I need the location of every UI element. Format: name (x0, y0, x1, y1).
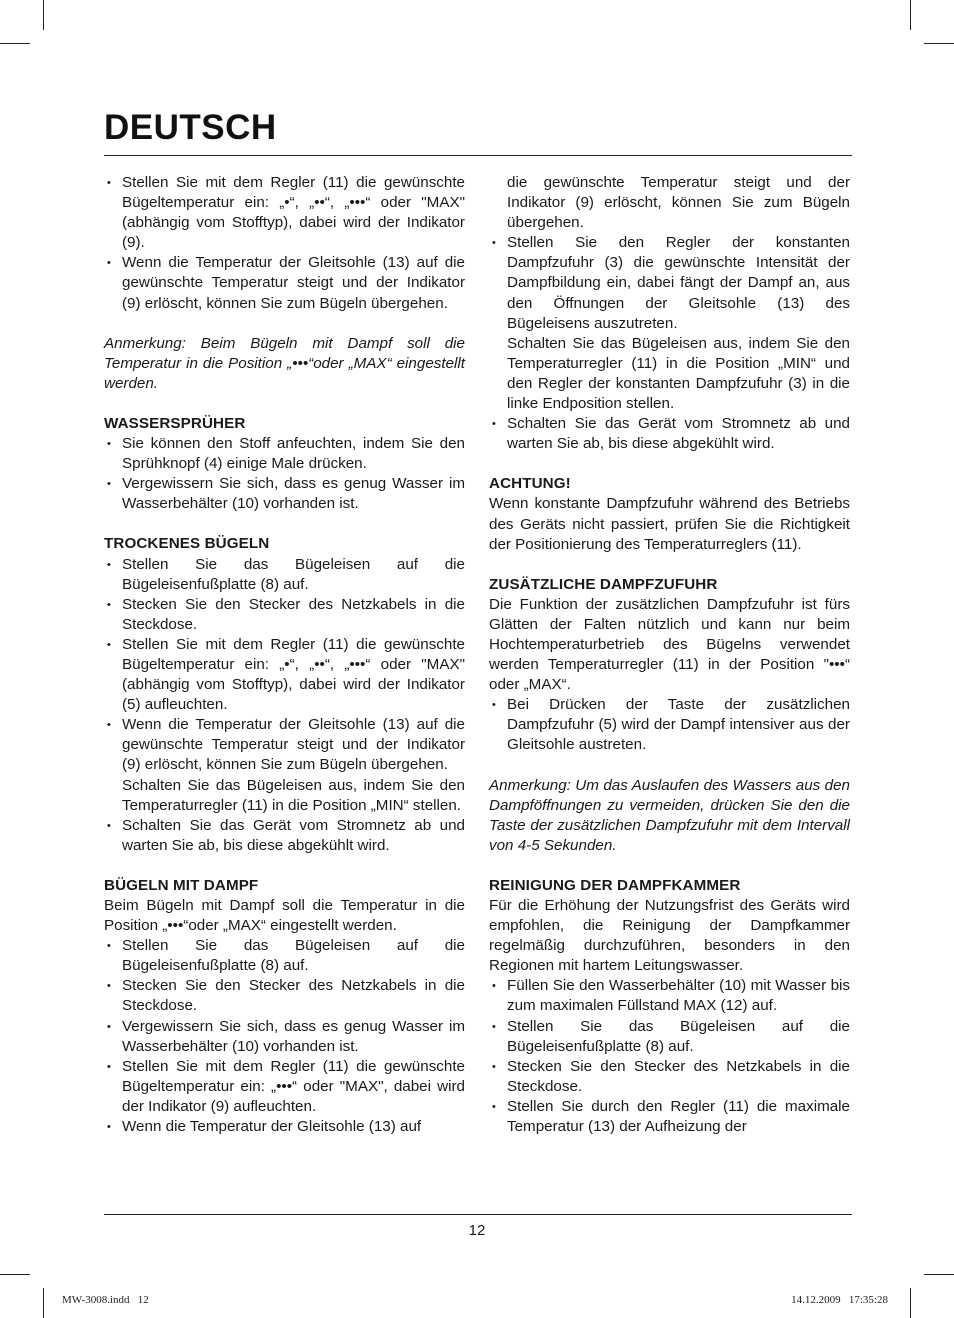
paragraph: Die Funktion der zusätzlichen Dampfzufuhr ist fürs Glätten der Falten nützlich und kann nur beim Hochtemperaturbetrieb des Bügelns verwendet werden Temperaturregler (11) in der Position "•••“ oder „MAX“. (489, 595, 850, 694)
note: Anmerkung: Um das Auslaufen des Wassers aus den Dampföffnungen zu vermeiden, drücken Sie den die Taste der zusätzlichen Dampfzufuhr mit dem Intervall von 4-5 Sekunden. (489, 776, 850, 854)
paragraph: Wenn konstante Dampfzufuhr während des Betriebs des Geräts nicht passiert, prüfen Sie die Richtigkeit der Positionierung des Temperaturreglers (11). (489, 495, 850, 553)
list-item: • Wenn die Temperatur der Gleitsohle (13) auf die gewünschte Temperatur steigt und der Indikator (9) erlöscht, können Sie zum Bügeln übergehen. (104, 253, 465, 313)
crop-mark (43, 1288, 44, 1318)
page-number: 12 (468, 1222, 486, 1239)
crop-mark (924, 43, 954, 44)
list-item-continuation: Schalten Sie das Bügeleisen aus, indem Sie den Temperaturregler (11) in die Position „MIN“ und den Regler der konstanten Dampfzufuhr (3) in die linke Endposition stellen. (507, 334, 850, 413)
crop-mark (910, 1288, 911, 1318)
title-rule (104, 155, 852, 156)
page-title: DEUTSCH (104, 108, 277, 147)
list-item: • Wenn die Temperatur der Gleitsohle (13) auf (104, 1117, 465, 1137)
list-item: • Stecken Sie den Stecker des Netzkabels in die Steckdose. (104, 595, 465, 635)
section-heading: ACHTUNG! (489, 475, 571, 493)
list-item: • Sie können den Stoff anfeuchten, indem Sie den Sprühknopf (4) einige Male drücken. (104, 434, 465, 474)
list-item: • Vergewissern Sie sich, dass es genug Wasser im Wasserbehälter (10) vorhanden ist. (104, 474, 465, 514)
crop-mark (43, 0, 44, 30)
list-item: • Schalten Sie das Gerät vom Stromnetz ab und warten Sie ab, bis diese abgekühlt wird. (489, 414, 850, 454)
list-item: • Stellen Sie mit dem Regler (11) die gewünschte Bügeltemperatur ein: „•“, „••“, „•••“ oder "MAX" (abhängig vom Stofftyp), dabei wird der Indikator (5) aufleuchten. (104, 635, 465, 715)
section-heading: TROCKENES BÜGELN (104, 535, 270, 553)
note: Anmerkung: Beim Bügeln mit Dampf soll die Temperatur in die Position „•••“oder „MAX“ eingestellt werden. (104, 334, 465, 392)
list-item: • Stellen Sie mit dem Regler (11) die gewünschte Bügeltemperatur ein: „•“, „••“, „•••“ oder "MAX" (abhängig vom Stofftyp), dabei wird der Indikator (9). (104, 173, 465, 253)
list-item-continuation: die gewünschte Temperatur steigt und der Indikator (9) erlöscht, können Sie zum Bügeln übergehen. (507, 174, 850, 232)
bottom-rule (104, 1214, 852, 1215)
crop-mark (910, 0, 911, 30)
section-heading: REINIGUNG DER DAMPFKAMMER (489, 876, 741, 894)
list-item: • Stellen Sie das Bügeleisen auf die Bügeleisenfußplatte (8) auf. (489, 1017, 850, 1057)
crop-mark (0, 43, 30, 44)
list-item: • Wenn die Temperatur der Gleitsohle (13) auf die gewünschte Temperatur steigt und der Indikator (9) erlöscht, können Sie zum Bügeln übergehen. (104, 715, 465, 775)
section-heading: ZUSÄTZLICHE DAMPFZUFUHR (489, 575, 718, 593)
list-item: • Bei Drücken der Taste der zusätzlichen Dampfzufuhr (5) wird der Dampf intensiver aus der Gleitsohle austreten. (489, 695, 850, 755)
list-item-continuation: Schalten Sie das Bügeleisen aus, indem Sie den Temperaturregler (11) in die Position „MIN“ stellen. (122, 776, 465, 814)
list-item: • Stecken Sie den Stecker des Netzkabels in die Steckdose. (489, 1057, 850, 1097)
left-column (104, 173, 465, 1137)
list-item: • Schalten Sie das Gerät vom Stromnetz ab und warten Sie ab, bis diese abgekühlt wird. (104, 816, 465, 856)
list-item: • Stellen Sie das Bügeleisen auf die Bügeleisenfußplatte (8) auf. (104, 555, 465, 595)
list-item: • Stellen Sie den Regler der konstanten Dampfzufuhr (3) die gewünschte Intensität der Dampfbildung ein, dabei fängt der Dampf an, aus den Öffnungen der Gleitsohle (13) des Bügeleisens auszutreten. (489, 233, 850, 333)
section-heading: WASSERSPRÜHER (104, 414, 246, 432)
list-item: • Stecken Sie den Stecker des Netzkabels in die Steckdose. (104, 976, 465, 1016)
right-column (489, 173, 850, 1137)
list-item: • Füllen Sie den Wasserbehälter (10) mit Wasser bis zum maximalen Füllstand MAX (12) auf. (489, 976, 850, 1016)
list-item: • Stellen Sie das Bügeleisen auf die Bügeleisenfußplatte (8) auf. (104, 936, 465, 976)
paragraph: Beim Bügeln mit Dampf soll die Temperatur in die Position „•••“oder „MAX“ eingestellt werden. (104, 897, 465, 935)
file-info: MW-3008.indd 12 (62, 1294, 149, 1306)
section-heading: BÜGELN MIT DAMPF (104, 876, 259, 894)
list-item: • Stellen Sie durch den Regler (11) die maximale Temperatur (13) der Aufheizung der (489, 1097, 850, 1137)
crop-mark (0, 1274, 30, 1275)
paragraph: Für die Erhöhung der Nutzungsfrist des Geräts wird empfohlen, die Reinigung der Dampfkammer regelmäßig durchzuführen, besonders in den Regionen mit hartem Leitungswasser. (489, 897, 850, 975)
print-date: 14.12.2009 17:35:28 (791, 1294, 888, 1306)
list-item: • Stellen Sie mit dem Regler (11) die gewünschte Bügeltemperatur ein: „•••“ oder "MAX", dabei wird der Indikator (9) aufleuchten. (104, 1057, 465, 1117)
list-item: • Vergewissern Sie sich, dass es genug Wasser im Wasserbehälter (10) vorhanden ist. (104, 1017, 465, 1057)
crop-mark (924, 1274, 954, 1275)
